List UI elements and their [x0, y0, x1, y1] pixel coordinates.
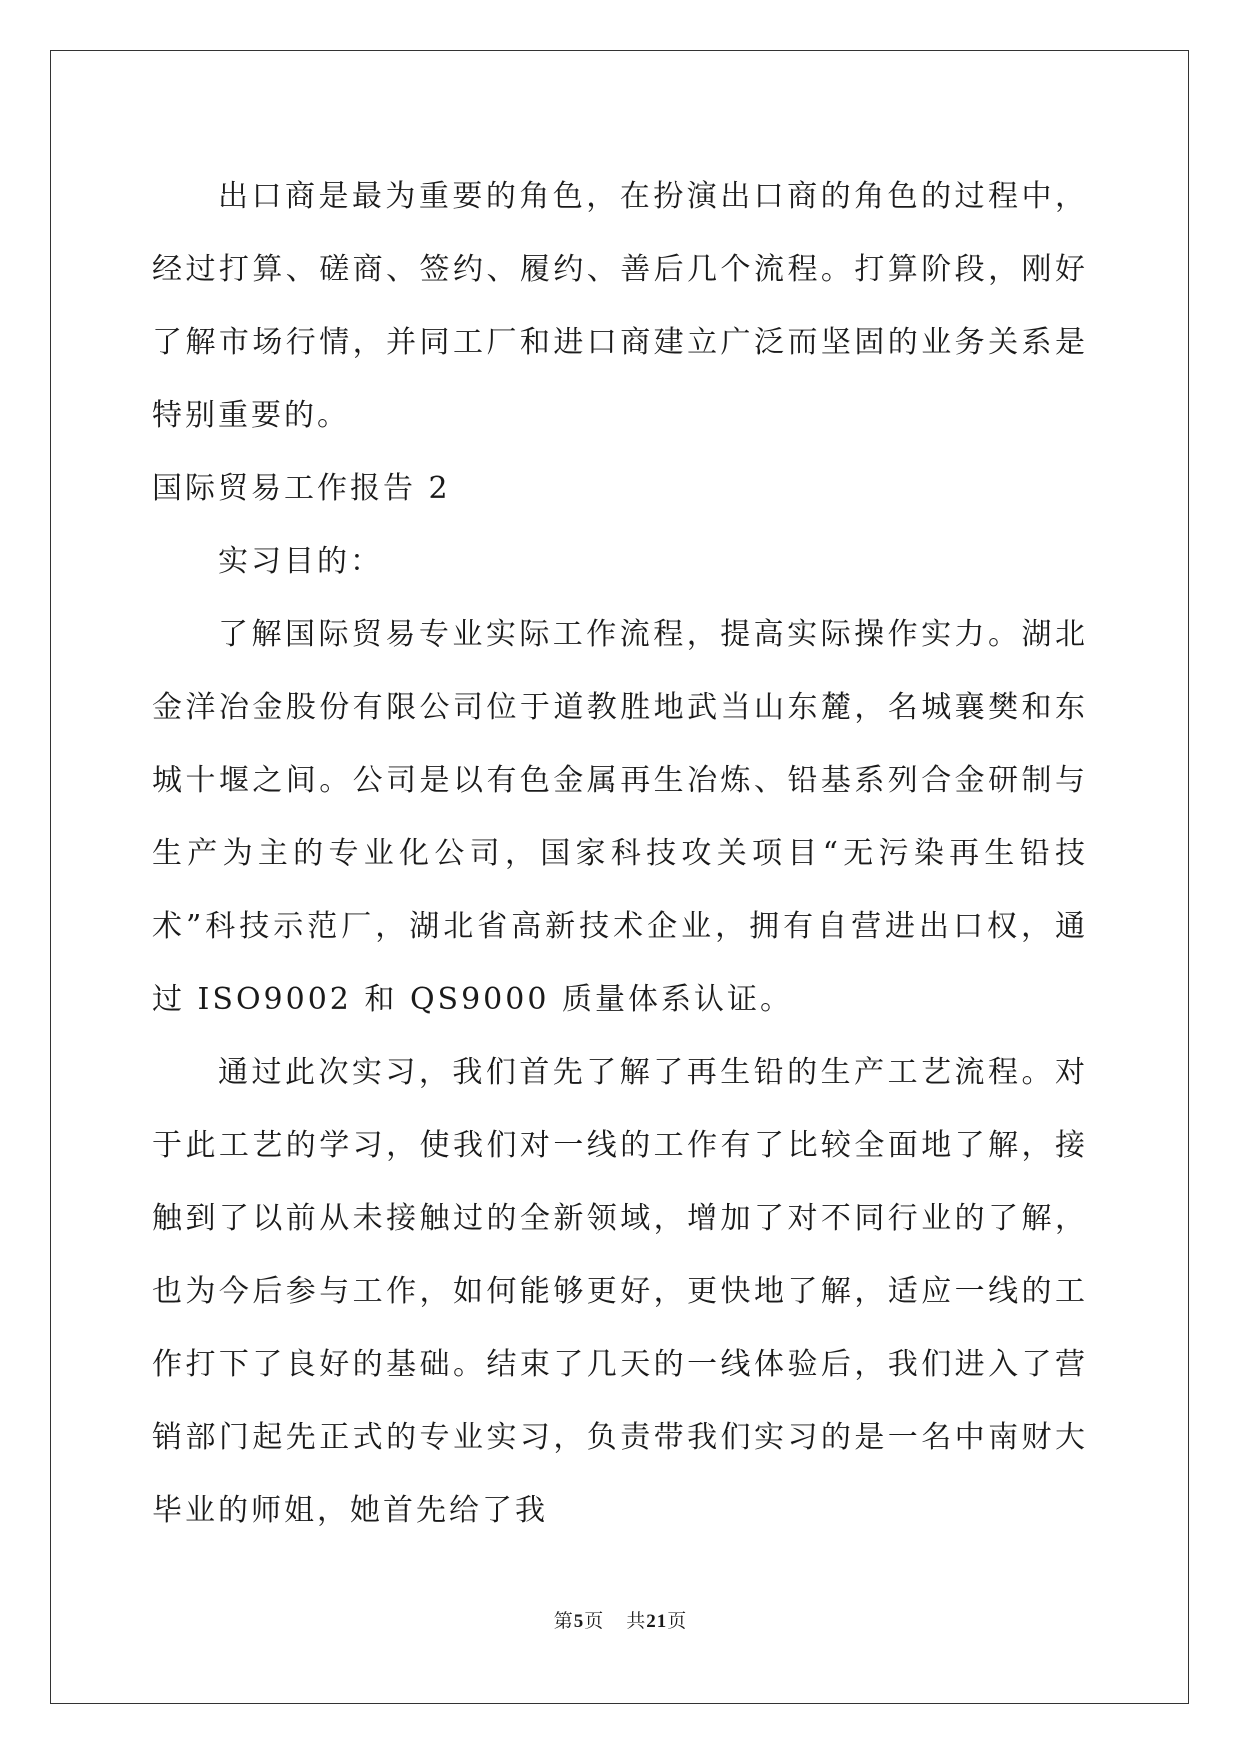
page-prefix: 第: [553, 1610, 574, 1632]
total-page-number: 21: [646, 1611, 668, 1632]
paragraph-internship-purpose-label: 实习目的：: [218, 544, 383, 579]
page-suffix: 页: [584, 1610, 605, 1632]
section-heading: 国际贸易工作报告 2: [152, 471, 451, 506]
total-prefix: 共: [626, 1610, 647, 1632]
current-page-number: 5: [573, 1611, 585, 1632]
paragraph-company-intro: 了解国际贸易专业实际工作流程，提高实际操作实力。湖北金洋冶金股份有限公司位于道教胜地武当山东麓，名城襄樊和东城十堰之间。公司是以有色金属再生冶炼、铅基系列合金研制与生产为主的专业化公司，国家科技攻关项目“无污染再生铅技术”科技示范厂，湖北省高新技术企业，拥有自营进出口权，通过 ISO9002 和 QS9000 质量体系认证。: [152, 617, 1088, 1017]
total-suffix: 页: [667, 1610, 688, 1632]
paragraph-exporter-role: 出口商是最为重要的角色，在扮演出口商的角色的过程中，经过打算、磋商、签约、履约、善后几个流程。打算阶段，刚好了解市场行情，并同工厂和进口商建立广泛而坚固的业务关系是特别重要的。: [152, 179, 1088, 433]
paragraph-internship-experience: 通过此次实习，我们首先了解了再生铅的生产工艺流程。对于此工艺的学习，使我们对一线的工作有了比较全面地了解，接触到了以前从未接触过的全新领域，增加了对不同行业的了解，也为今后参与工作，如何能够更好，更快地了解，适应一线的工作打下了良好的基础。结束了几天的一线体验后，我们进入了营销部门起先正式的专业实习，负责带我们实习的是一名中南财大毕业的师姐，她首先给了我: [152, 1055, 1088, 1528]
document-body: [152, 160, 1088, 1547]
page-footer: [0, 1606, 1241, 1633]
